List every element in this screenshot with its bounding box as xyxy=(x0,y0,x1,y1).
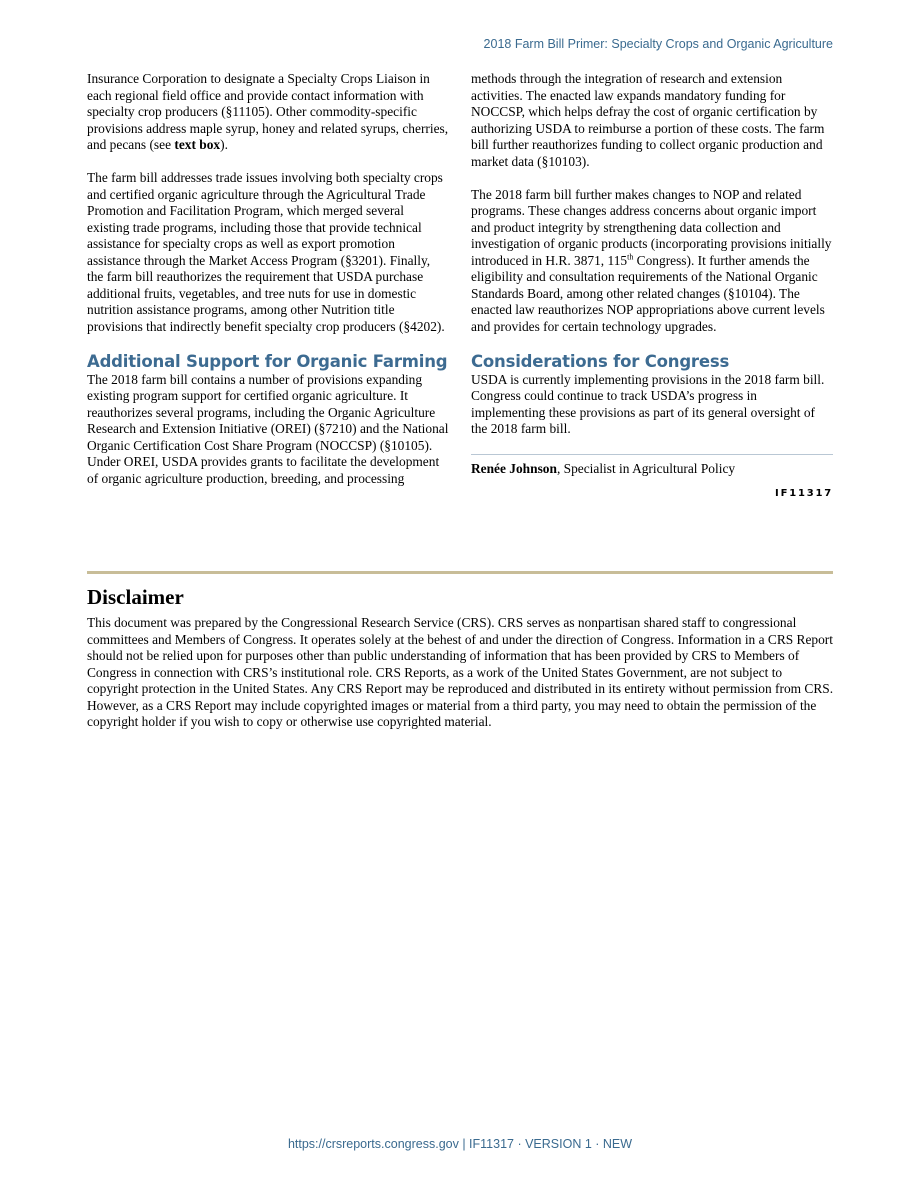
text-box-reference: text box xyxy=(174,137,221,152)
disclaimer-section xyxy=(87,585,835,731)
right-paragraph-2: The 2018 farm bill further makes changes to NOP and related programs. These changes address concerns about organic import and product integrity by strengthening data collection and investigation of organic products (incorporating provisions initially introduced in H.R. 3871, 115th Congress). It further amends the eligibility and consultation requirements of the National Organic Standards Board, among other related changes (§10104). The enacted law reauthorizes NOP appropriations above current levels and provides for certain technology upgrades. xyxy=(471,186,832,334)
right-column xyxy=(471,71,833,499)
author-line xyxy=(471,461,833,478)
left-paragraph-1: Insurance Corporation to designate a Specialty Crops Liaison in each regional field office and provide contact information with specialty crop producers (§11105). Other commodity-specific provisions address maple syrup, honey and related syrups, cherries, and pecans (see text box). xyxy=(87,71,449,152)
right-paragraph-3: USDA is currently implementing provisions in the 2018 farm bill. Congress could continue to track USDA’s progress in implementing these provisions as part of its general oversight of the 2018 farm bill. xyxy=(471,371,825,436)
left-paragraph-2: The farm bill addresses trade issues involving both specialty crops and certified organic agriculture through the Agricultural Trade Promotion and Facilitation Program, which merged several existing trade programs, including those that provide technical assistance for specialty crops as well as export promotion assistance through the Market Access Program (§3201). Finally, the farm bill reauthorizes the requirement that USDA purchase additional fruits, vegetables, and tree nuts for use in domestic nutrition assistance programs, among other Nutrition title provisions that indirectly benefit specialty crop producers (§4202). xyxy=(87,170,445,334)
heading-organic-farming: Additional Support for Organic Farming xyxy=(87,351,448,371)
report-id: IF11317 xyxy=(775,487,833,499)
disclaimer-text: This document was prepared by the Congressional Research Service (CRS). CRS serves as nonpartisan shared staff to congressional committees and Members of Congress. It operates solely at the behest of and under the direction of Congress. Information in a CRS Report should not be relied upon for purposes other than public understanding of information that has been provided by CRS to Members of Congress in connection with CRS’s institutional role. CRS Reports, as a work of the United States Government, are not subject to copyright protection in the United States. Any CRS Report may be reproduced and distributed in its entirety without permission from CRS. However, as a CRS Report may include copyrighted images or material from a third party, you may need to obtain the permission of the copyright holder if you wish to copy or otherwise use copyrighted material. xyxy=(87,615,834,729)
heading-considerations: Considerations for Congress xyxy=(471,351,730,371)
author-name: Renée Johnson xyxy=(471,461,557,476)
author-divider xyxy=(471,454,833,455)
author-title: , Specialist in Agricultural Policy xyxy=(556,461,736,476)
left-paragraph-3: The 2018 farm bill contains a number of provisions expanding existing program support for certified organic agriculture. It reauthorizes several programs, including the Organic Agriculture Research and Extension Initiative (OREI) (§7210) and the National Organic Certification Cost Share Program (NOCCSP) (§10105). Under OREI, USDA provides grants to facilitate the development of organic agriculture production, breeding, and processing xyxy=(87,371,449,486)
disclaimer-divider xyxy=(87,571,833,574)
footer-link[interactable]: https://crsreports.congress.gov | IF11317 · VERSION 1 · NEW xyxy=(287,1137,633,1151)
left-column xyxy=(87,71,449,504)
disclaimer-title: Disclaimer xyxy=(87,585,184,609)
page-header-title: 2018 Farm Bill Primer: Specialty Crops and Organic Agriculture xyxy=(483,37,833,51)
right-paragraph-1: methods through the integration of research and extension activities. The enacted law expands mandatory funding for NOCCSP, which helps defray the cost of organic certification by authorizing USDA to reimburse a portion of these costs. The farm bill further reauthorizes funding to collect organic production and market data (§10103). xyxy=(471,71,825,169)
